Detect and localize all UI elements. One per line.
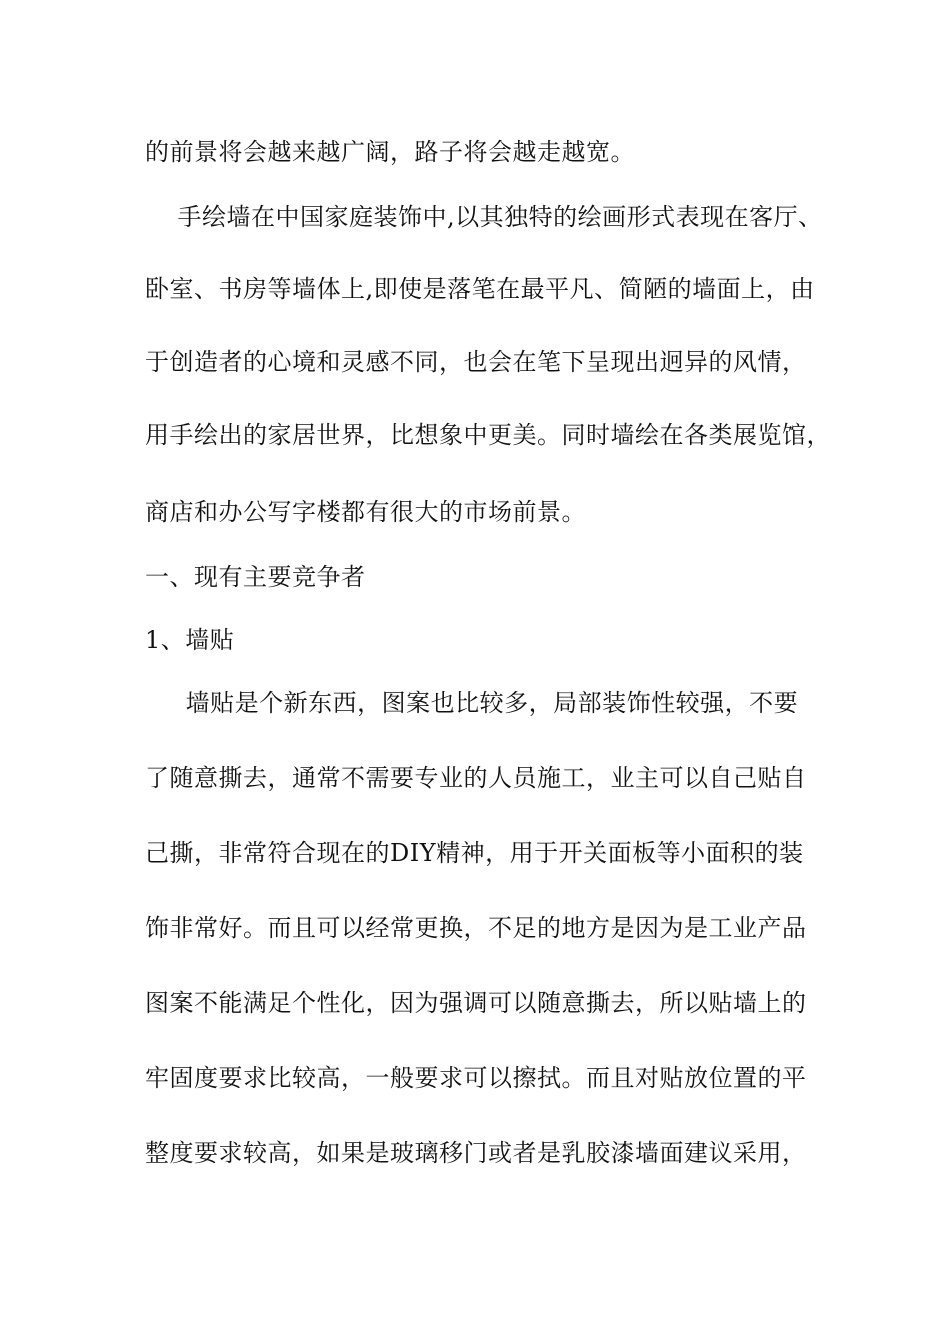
text-line: 手绘墙在中国家庭装饰中,以其独特的绘画形式表现在客厅、 <box>145 203 823 231</box>
text-line: 饰非常好。而且可以经常更换，不足的地方是因为是工业产品 <box>145 914 807 942</box>
text-line: 了随意撕去，通常不需要专业的人员施工，业主可以自己贴自 <box>145 764 807 792</box>
text-line: 的前景将会越来越广阔，路子将会越走越宽。 <box>145 138 635 166</box>
text-line: 图案不能满足个性化，因为强调可以随意撕去，所以贴墙上的 <box>145 989 807 1017</box>
text-line: 己撕，非常符合现在的DIY精神，用于开关面板等小面积的装 <box>145 839 804 867</box>
text-line: 牢固度要求比较高，一般要求可以擦拭。而且对贴放位置的平 <box>145 1064 807 1092</box>
subsection-heading: 1、墙贴 <box>145 626 235 654</box>
text-line: 用手绘出的家居世界，比想象中更美。同时墙绘在各类展览馆， <box>145 421 831 449</box>
text-line: 墙贴是个新东西，图案也比较多，局部装饰性较强，不要 <box>145 689 799 717</box>
text-line: 卧室、书房等墙体上,即使是落笔在最平凡、简陋的墙面上，由 <box>145 275 815 303</box>
section-heading: 一、现有主要竞争者 <box>145 563 366 591</box>
text-line: 于创造者的心境和灵感不同，也会在笔下呈现出迥异的风情， <box>145 348 807 376</box>
text-line: 整度要求较高，如果是玻璃移门或者是乳胶漆墙面建议采用， <box>145 1139 807 1167</box>
text-line: 商店和办公写字楼都有很大的市场前景。 <box>145 498 586 526</box>
